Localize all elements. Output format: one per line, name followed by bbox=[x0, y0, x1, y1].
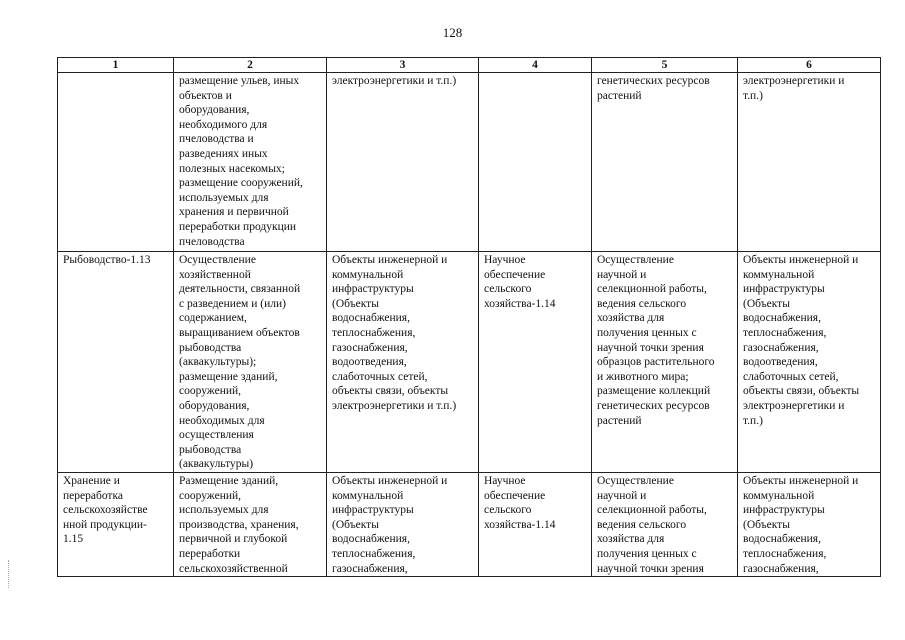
table-row bbox=[58, 73, 881, 252]
table-cell bbox=[58, 73, 174, 252]
column-header-3: 3 bbox=[327, 58, 479, 73]
table-cell: Объекты инженерной и коммунальной инфраструктуры (Объекты водоснабжения, теплоснабжения, газоснабжения, bbox=[327, 473, 479, 577]
table-cell: Размещение зданий, сооружений, используемых для производства, хранения, первичной и глубокой переработки сельскохозяйственной bbox=[174, 473, 327, 577]
table-cell: Осуществление научной и селекционной работы, ведения сельского хозяйства для получения ценных с научной точки зрения образцов растительного и животного мира; размещение коллекций генетических ресурсов растений bbox=[592, 252, 738, 473]
table-row bbox=[58, 252, 881, 473]
column-header-5: 5 bbox=[592, 58, 738, 73]
table-cell: электроэнергетики и т.п.) bbox=[327, 73, 479, 252]
page-number: 128 bbox=[442, 25, 463, 40]
table-cell: Осуществление хозяйственной деятельности, связанной с разведением и (или) содержанием, выращиванием объектов рыбоводства (аквакультуры); размещение зданий, сооружений, оборудования, необходимых для осуществления рыбоводства (аквакультуры) bbox=[174, 252, 327, 473]
column-header-4: 4 bbox=[479, 58, 592, 73]
table-cell: Осуществление научной и селекционной работы, ведения сельского хозяйства для получения ценных с научной точки зрения bbox=[592, 473, 738, 577]
column-header-6: 6 bbox=[738, 58, 881, 73]
table-cell: Объекты инженерной и коммунальной инфраструктуры (Объекты водоснабжения, теплоснабжения, газоснабжения, водоотведения, слаботочных сетей, объекты связи, объекты электроэнергетики и т.п.) bbox=[327, 252, 479, 473]
land-use-table bbox=[57, 57, 881, 577]
table-cell: Объекты инженерной и коммунальной инфраструктуры (Объекты водоснабжения, теплоснабжения, газоснабжения, водоотведения, слаботочных сетей, объекты связи, объекты электроэнергетики и т.п.) bbox=[738, 252, 881, 473]
table-row bbox=[58, 473, 881, 577]
table-cell: Рыбоводство-1.13 bbox=[58, 252, 174, 473]
table-cell bbox=[479, 73, 592, 252]
table-cell: Хранение и переработка сельскохозяйстве нной продукции- 1.15 bbox=[58, 473, 174, 577]
table-cell: размещение ульев, иных объектов и оборудования, необходимого для пчеловодства и разведениях иных полезных насекомых; размещение сооружений, используемых для хранения и первичной переработки продукции пчеловодства bbox=[174, 73, 327, 252]
column-header-1: 1 bbox=[58, 58, 174, 73]
table-cell: Научное обеспечение сельского хозяйства-1.14 bbox=[479, 252, 592, 473]
column-header-2: 2 bbox=[174, 58, 327, 73]
scan-margin-mark bbox=[8, 560, 11, 588]
table-cell: Научное обеспечение сельского хозяйства-1.14 bbox=[479, 473, 592, 577]
column-number-row bbox=[58, 58, 881, 73]
table-cell: Объекты инженерной и коммунальной инфраструктуры (Объекты водоснабжения, теплоснабжения, газоснабжения, bbox=[738, 473, 881, 577]
table-cell: генетических ресурсов растений bbox=[592, 73, 738, 252]
table-cell: электроэнергетики и т.п.) bbox=[738, 73, 881, 252]
